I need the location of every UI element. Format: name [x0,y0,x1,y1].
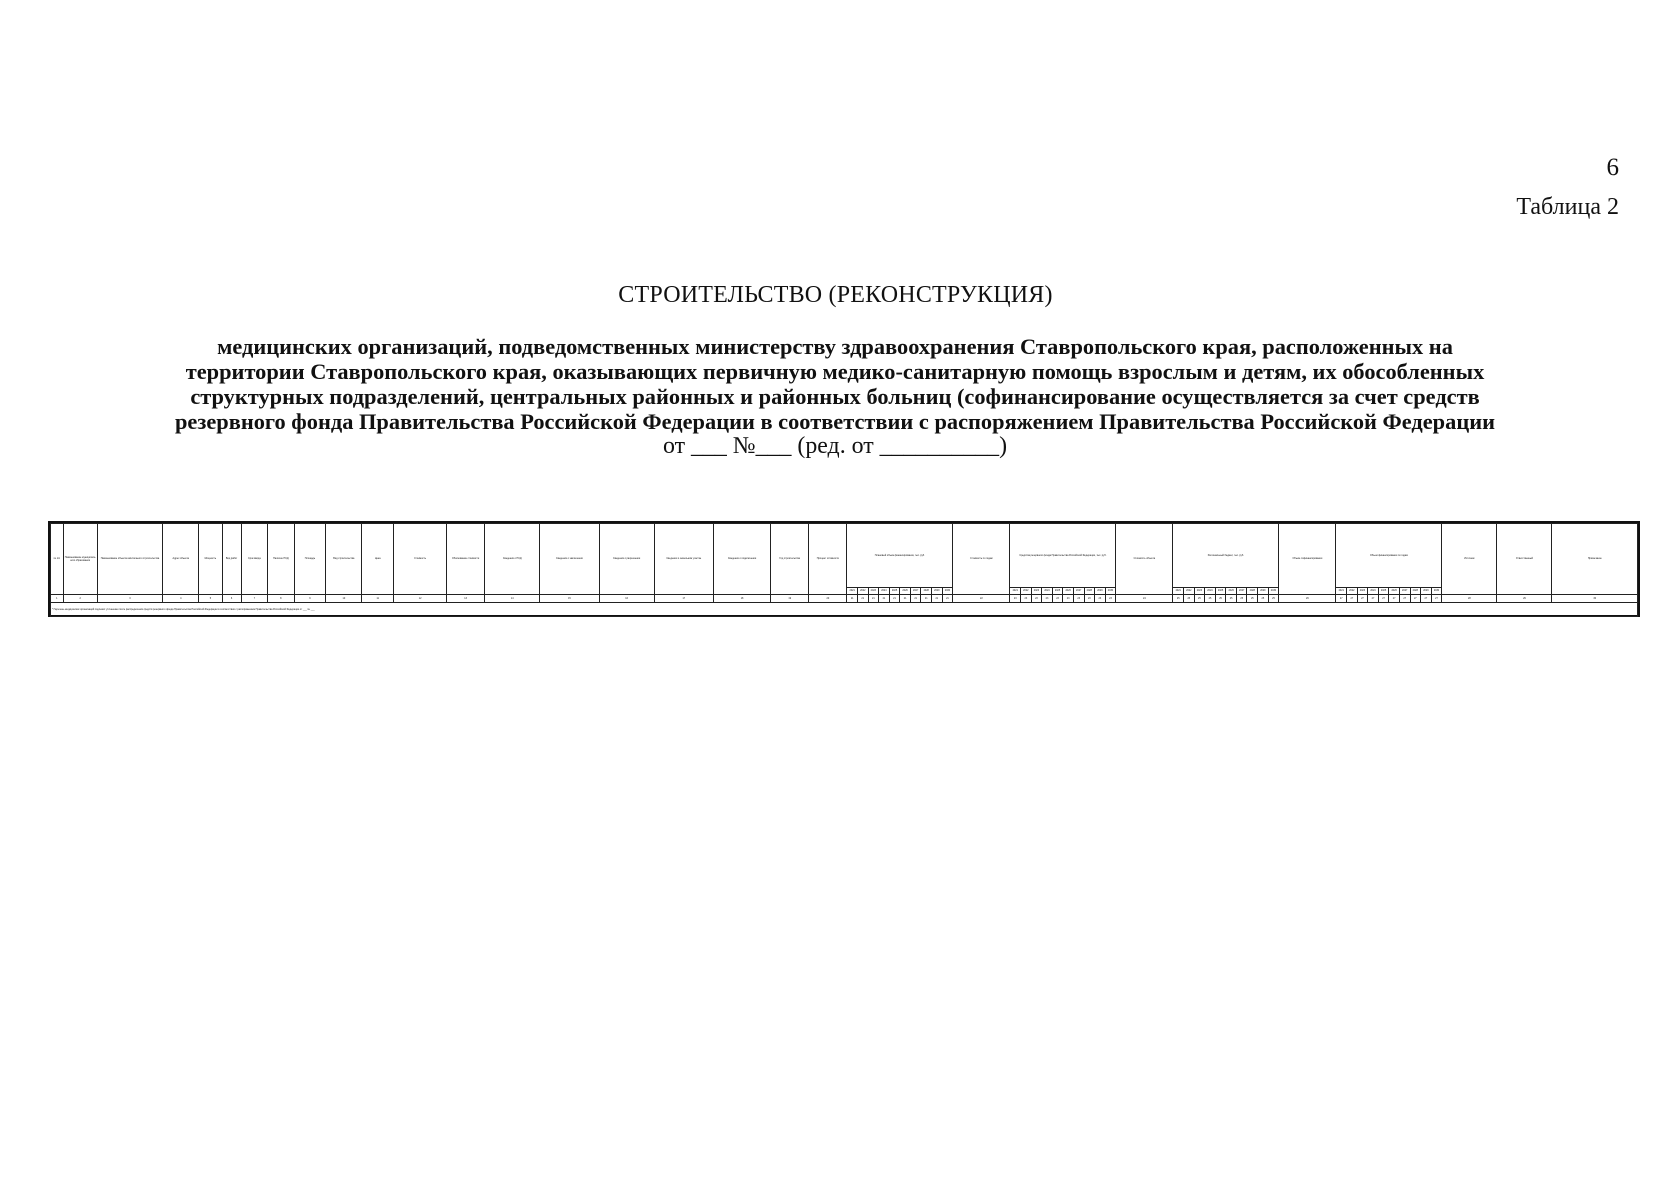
column-number: 27 [1368,595,1379,603]
year-subheader: 2026 [900,588,911,595]
column-header: Год строительства [771,524,809,595]
column-number: 1 [51,595,64,603]
column-number: 29 [1497,595,1552,603]
column-header: Средства резервного фонда Правительства Российской Федерации, тыс. руб. [1010,524,1116,588]
column-number: 27 [1421,595,1432,603]
table-label: Таблица 2 [1516,194,1619,220]
year-subheader: 2029 [1095,588,1106,595]
column-number: 18 [713,595,770,603]
column-number: 9 [294,595,326,603]
column-number: 7 [241,595,267,603]
year-subheader: 2026 [1226,588,1237,595]
subtitle-line-4: резервного фонда Правительства Российской Федерации в соответствии с распоряжением Правительства Российской Федерации [174,409,1496,434]
year-subheader: 2024 [1042,588,1053,595]
column-header: Срок ввода [241,524,267,595]
column-number: 2 [63,595,97,603]
column-number: 27 [1431,595,1442,603]
column-number: 21 [910,595,921,603]
document-title: СТРОИТЕЛЬСТВО (РЕКОНСТРУКЦИЯ) [618,282,1053,308]
column-number: 27 [1389,595,1400,603]
year-subheader: 2022 [1184,588,1195,595]
column-number: 25 [1236,595,1247,603]
column-header: Вид работ [222,524,241,595]
column-header: Ответственный [1497,524,1552,595]
column-header: Сведения о земельном участке [654,524,713,595]
column-header: Цена [362,524,394,595]
column-header: Стоимость [394,524,447,595]
year-subheader: 2021 [1010,588,1021,595]
column-header: Адрес объекта [163,524,199,595]
column-header: Наименование объекта капитального строительства [97,524,163,595]
year-subheader: 2028 [921,588,932,595]
column-number: 4 [163,595,199,603]
year-subheader: 2024 [879,588,890,595]
document-subtitle [59,334,1611,459]
page-number: 6 [1606,154,1619,181]
column-number: 25 [1215,595,1226,603]
column-header: Стоимость по годам [953,524,1010,595]
subtitle-line-1: медицинских организаций, подведомственных министерству здравоохранения Ставропольского края, расположенных на [217,334,1453,359]
column-header: Региональный бюджет, тыс. руб. [1173,524,1279,588]
column-number: 30 [1552,595,1638,603]
column-number: 21 [868,595,879,603]
column-number: 21 [847,595,858,603]
column-header: Сведения о заключении [540,524,599,595]
year-subheader: 2021 [1173,588,1184,595]
year-subheader: 2023 [868,588,879,595]
column-number: 27 [1347,595,1358,603]
year-subheader: 2029 [932,588,943,595]
year-subheader: 2027 [910,588,921,595]
column-number: 8 [268,595,294,603]
column-number: 23 [1052,595,1063,603]
column-header: Стоимость объекта [1116,524,1173,595]
column-header: Площадь [294,524,326,595]
column-number: 25 [1184,595,1195,603]
column-number: 25 [1247,595,1258,603]
year-subheader: 2029 [1258,588,1269,595]
column-header: № п/п [51,524,64,595]
year-subheader: 2021 [847,588,858,595]
year-subheader: 2024 [1205,588,1216,595]
table-footnote: * Перечень медицинских организаций подлежит уточнению после распределения средств резервного фонда Правительства Российской Федерации в соответствии с распоряжением Правительства Российской Федерации от ___ № ___ [51,603,1638,617]
column-number: 22 [953,595,1010,603]
column-number: 23 [1084,595,1095,603]
column-number: 10 [326,595,362,603]
construction-table [48,521,1640,617]
year-subheader: 2027 [1236,588,1247,595]
column-header: Сведения о разрешении [599,524,654,595]
year-subheader: 2030 [1431,588,1442,595]
column-number: 21 [900,595,911,603]
column-number: 27 [1336,595,1347,603]
column-number: 6 [222,595,241,603]
construction-table-grid [50,523,1638,617]
column-number: 25 [1226,595,1237,603]
column-number: 21 [889,595,900,603]
year-subheader: 2022 [1021,588,1032,595]
column-number: 14 [485,595,540,603]
subtitle-line-3: структурных подразделений, центральных районных и районных больниц (софинансирование осуществляется за счет средств [190,384,1480,409]
column-header: Наличие ПСД [268,524,294,595]
column-number: 27 [1399,595,1410,603]
column-number: 23 [1105,595,1116,603]
column-number: 25 [1258,595,1269,603]
column-number: 23 [1042,595,1053,603]
column-number: 25 [1173,595,1184,603]
year-subheader: 2023 [1357,588,1368,595]
subtitle-line-2: территории Ставропольского края, оказывающих первичную медико-санитарную помощь взрослым и детям, их обособленных [185,359,1485,384]
year-subheader: 2022 [1347,588,1358,595]
column-number: 16 [599,595,654,603]
year-subheader: 2029 [1421,588,1432,595]
column-number: 21 [879,595,890,603]
column-number: 20 [809,595,847,603]
year-subheader: 2030 [1105,588,1116,595]
year-subheader: 2025 [1052,588,1063,595]
column-number: 13 [447,595,485,603]
column-number: 25 [1194,595,1205,603]
column-number: 27 [1357,595,1368,603]
column-header: Объем софинансирования [1279,524,1336,595]
year-subheader: 2024 [1368,588,1379,595]
column-header: Мощность [199,524,222,595]
column-number: 17 [654,595,713,603]
column-header: Наименование муниципального образования [63,524,97,595]
year-subheader: 2025 [889,588,900,595]
column-number: 23 [1031,595,1042,603]
year-subheader: 2025 [1215,588,1226,595]
year-subheader: 2021 [1336,588,1347,595]
year-subheader: 2023 [1194,588,1205,595]
column-header: Объем финансирования по годам [1336,524,1442,588]
column-number: 3 [97,595,163,603]
column-header: Сведения о подключении [713,524,770,595]
column-number: 24 [1116,595,1173,603]
column-number: 23 [1095,595,1106,603]
column-number: 23 [1073,595,1084,603]
column-number: 21 [932,595,943,603]
column-header: Обоснование стоимости [447,524,485,595]
subtitle-line-5: от ___ №___ (ред. от __________) [662,433,1008,459]
year-subheader: 2026 [1063,588,1074,595]
column-number: 27 [1410,595,1421,603]
year-subheader: 2026 [1389,588,1400,595]
column-number: 11 [362,595,394,603]
column-number: 23 [1010,595,1021,603]
column-number: 21 [857,595,868,603]
year-subheader: 2022 [857,588,868,595]
column-number: 19 [771,595,809,603]
column-header: Процент готовности [809,524,847,595]
year-subheader: 2023 [1031,588,1042,595]
column-number: 12 [394,595,447,603]
year-subheader: 2028 [1084,588,1095,595]
year-subheader: 2025 [1378,588,1389,595]
year-subheader: 2027 [1399,588,1410,595]
column-number: 28 [1442,595,1497,603]
column-number: 25 [1205,595,1216,603]
column-number: 26 [1279,595,1336,603]
column-header: Вид строительства [326,524,362,595]
column-number: 21 [942,595,953,603]
column-header: Примечание [1552,524,1638,595]
column-header: Сведения о ПСД [485,524,540,595]
year-subheader: 2028 [1247,588,1258,595]
column-number: 23 [1021,595,1032,603]
column-number: 21 [921,595,932,603]
column-number: 25 [1268,595,1279,603]
year-subheader: 2030 [1268,588,1279,595]
year-subheader: 2028 [1410,588,1421,595]
year-subheader: 2030 [942,588,953,595]
column-number: 15 [540,595,599,603]
column-header: Плановый объем финансирования, тыс. руб. [847,524,953,588]
column-number: 27 [1378,595,1389,603]
column-number: 5 [199,595,222,603]
column-header: Источник [1442,524,1497,595]
year-subheader: 2027 [1073,588,1084,595]
column-number: 23 [1063,595,1074,603]
